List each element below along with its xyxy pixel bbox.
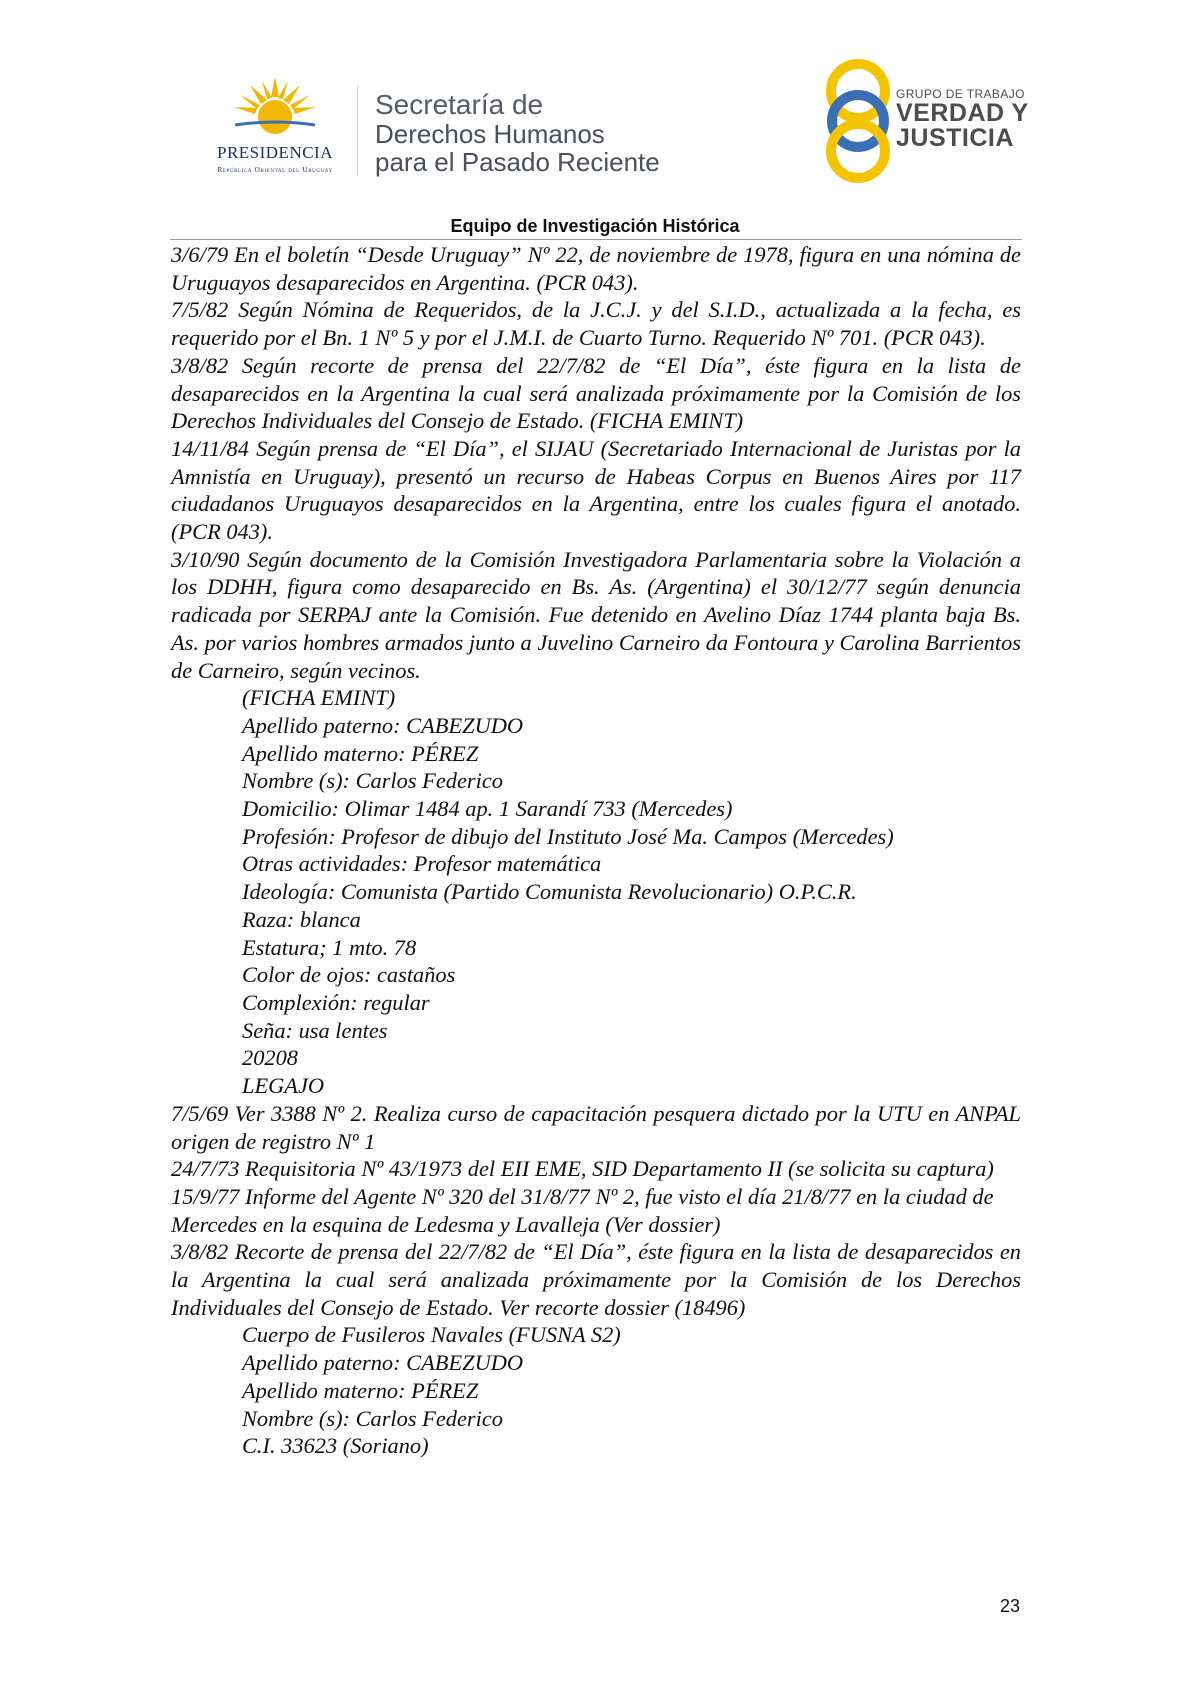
gtvj-line-1: GRUPO DE TRABAJO [896,87,1025,101]
body-paragraph: 7/5/82 Según Nómina de Requeridos, de la J.C.J. y del S.I.D., actualizada a la fecha, es requerido por el Bn. 1 Nº 5 y por el J.M.I. de Cuarto Turno. Requerido Nº 701. (PCR 043). [171,297,1021,351]
fusna-line: Apellido paterno: CABEZUDO [242,1350,524,1376]
fusna-line: Apellido materno: PÉREZ [242,1377,479,1403]
body-paragraph: 14/11/84 Según prensa de “El Día”, el SIJAU (Secretariado Internacional de Juristas por la Amnistía en Uruguay), presentó un recurso de Habeas Corpus en Buenos Aires por 117 ciudadanos Uruguayos desaparecidos en la Argentina, entre los cuales figura el anotado. (PCR 043). [171,435,1021,545]
document-body [171,241,1021,1460]
gtvj-line-2: VERDAD Y [896,99,1029,127]
presidencia-logo [190,75,360,185]
secretaria-line-1: Secretaría de [375,89,544,120]
ficha-line: Domicilio: Olimar 1484 ap. 1 Sarandí 733 (Mercedes) [242,796,733,822]
header-rule [170,239,1022,240]
logo-divider [357,86,358,176]
gtvj-line-3: JUSTICIA [896,124,1014,152]
legajo-paragraph: 3/8/82 Recorte de prensa del 22/7/82 de “El Día”, éste figura en la lista de desaparecidos en la Argentina la cual será analizada próximamente por la Comisión de los Derechos Individuales del Consejo de Estado. Ver recorte dossier (18496) [171,1239,1021,1320]
ficha-line: Raza: blanca [242,906,361,932]
fusna-line: Cuerpo de Fusileros Navales (FUSNA S2) [242,1322,621,1348]
ficha-line: Ideología: Comunista (Partido Comunista Revolucionario) O.P.C.R. [242,879,857,905]
page-number: 23 [1000,1596,1021,1616]
legajo-paragraph: 24/7/73 Requisitoria Nº 43/1973 del EII EME, SID Departamento II (se solicita su captura) [171,1156,994,1182]
verdad-justicia-text [896,87,1029,151]
page-header [0,0,1190,210]
ficha-line: (FICHA EMINT) [242,685,396,711]
fusna-line: Nombre (s): Carlos Federico [242,1405,503,1431]
body-paragraph: 3/8/82 Según recorte de prensa del 22/7/82 de “El Día”, éste figura en la lista de desaparecidos en la Argentina la cual será analizada próximamente por la Comisión de los Derechos Individuales del Consejo de Estado. (FICHA EMINT) [171,352,1021,434]
legajo-paragraph: 7/5/69 Ver 3388 Nº 2. Realiza curso de capacitación pesquera dictado por la UTU en ANPAL origen de registro Nº 1 [171,1100,1021,1154]
sun-emblem-icon [230,75,320,141]
interlocked-rings-icon [820,55,896,185]
team-title: Equipo de Investigación Histórica [450,216,740,236]
presidencia-subtitle: República Oriental del Uruguay [217,165,333,174]
ficha-line: Color de ojos: castaños [242,962,456,988]
ficha-line: Profesión: Profesor de dibujo del Instituto José Ma. Campos (Mercedes) [242,823,894,849]
secretaria-line-3: para el Pasado Reciente [375,147,660,177]
verdad-justicia-logo [820,55,1030,185]
ficha-line: 20208 [242,1045,298,1071]
ficha-line: Seña: usa lentes [242,1017,388,1043]
presidencia-name: PRESIDENCIA [216,143,333,162]
ficha-line: Complexión: regular [242,989,430,1015]
ficha-line: LEGAJO [242,1073,325,1099]
legajo-paragraph: 15/9/77 Informe del Agente Nº 320 del 31/8/77 Nº 2, fue visto el día 21/8/77 en la ciudad de [171,1183,994,1209]
body-paragraph: 3/6/79 En el boletín “Desde Uruguay” Nº 22, de noviembre de 1978, figura en una nómina de Uruguayos desaparecidos en Argentina. (PCR 043). [171,242,1021,295]
legajo-paragraph: Mercedes en la esquina de Ledesma y Lavalleja (Ver dossier) [171,1211,721,1237]
ficha-line: Otras actividades: Profesor matemática [242,851,602,877]
ficha-line: Nombre (s): Carlos Federico [242,768,503,794]
secretaria-line-2: Derechos Humanos [375,119,605,149]
ficha-line: Apellido paterno: CABEZUDO [242,712,524,738]
ficha-line: Apellido materno: PÉREZ [242,740,479,766]
fusna-line: C.I. 33623 (Soriano) [242,1433,429,1459]
secretaria-title [375,90,660,176]
body-paragraph: 3/10/90 Según documento de la Comisión Investigadora Parlamentaria sobre la Violación a los DDHH, figura como desaparecido en Bs. As. (Argentina) el 30/12/77 según denuncia radicada por SERPAJ ante la Comisión. Fue detenido en Avelino Díaz 1744 planta baja Bs. As. por varios hombres armados junto a Juvelino Carneiro da Fontoura y Carolina Barrientos de Carneiro, según vecinos. [171,546,1021,683]
ficha-line: Estatura; 1 mto. 78 [242,934,417,960]
